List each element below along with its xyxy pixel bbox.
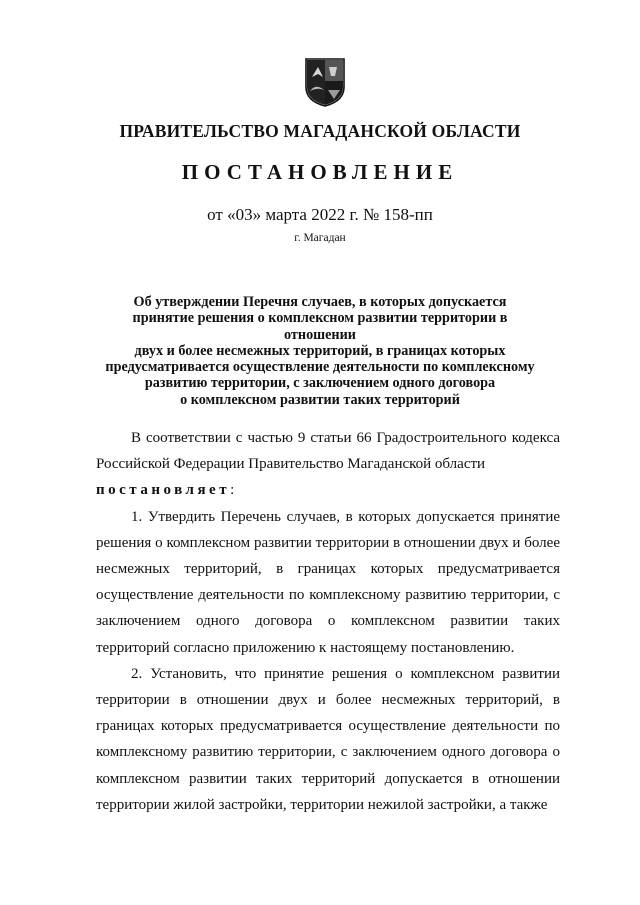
item-2-paragraph: 2. Установить, что принятие решения о комплексном развитии территории в отношении двух и более несмежных территорий, в границах которых предусматривается осуществление деятельности по комплексному развитию территории, с заключением одного договора о комплексном развитии таких территорий допускается в отношении территории жилой застройки, территории нежилой застройки, а также	[96, 665, 560, 813]
decree-paragraph	[96, 477, 560, 503]
subject-line: двух и более несмежных территорий, в границах которых	[134, 342, 506, 359]
document-date-number: от «03» марта 2022 г. № 158-пп	[207, 205, 433, 224]
subject-line: Об утверждении Перечня случаев, в которых допускается	[133, 294, 507, 310]
item-1-paragraph: 1. Утвердить Перечень случаев, в которых допускается принятие решения о комплексном развитии территории в отношении двух и более несмежных территорий, в границах которых предусматривается осуществление деятельности по комплексному развитию территории, с заключением одного договора о комплексном развитии таких территорий согласно приложению к настоящему постановлению.	[96, 508, 560, 656]
document-city: г. Магадан	[294, 232, 346, 244]
decree-word: постановляет	[96, 482, 231, 499]
document-subject	[100, 294, 540, 408]
subject-line: о комплексном развитии таких территорий	[180, 391, 460, 408]
organization-title: ПРАВИТЕЛЬСТВО МАГАДАНСКОЙ ОБЛАСТИ	[119, 121, 521, 141]
intro-paragraph	[96, 425, 560, 477]
decree-colon: :	[230, 482, 235, 499]
magadan-coat-of-arms-icon	[304, 57, 346, 107]
document-type-title: ПОСТАНОВЛЕНИЕ	[181, 160, 459, 184]
document-body	[96, 425, 560, 818]
subject-line: предусматривается осуществление деятельности по комплексному	[105, 359, 535, 376]
subject-line: развитию территории, с заключением одного договора	[144, 375, 496, 392]
subject-line: принятие решения о комплексном развитии территории в отношении	[132, 310, 508, 343]
intro-text: В соответствии с частью 9 статьи 66 Градостроительного кодекса Российской Федерации Правительство Магаданской области	[96, 430, 560, 473]
